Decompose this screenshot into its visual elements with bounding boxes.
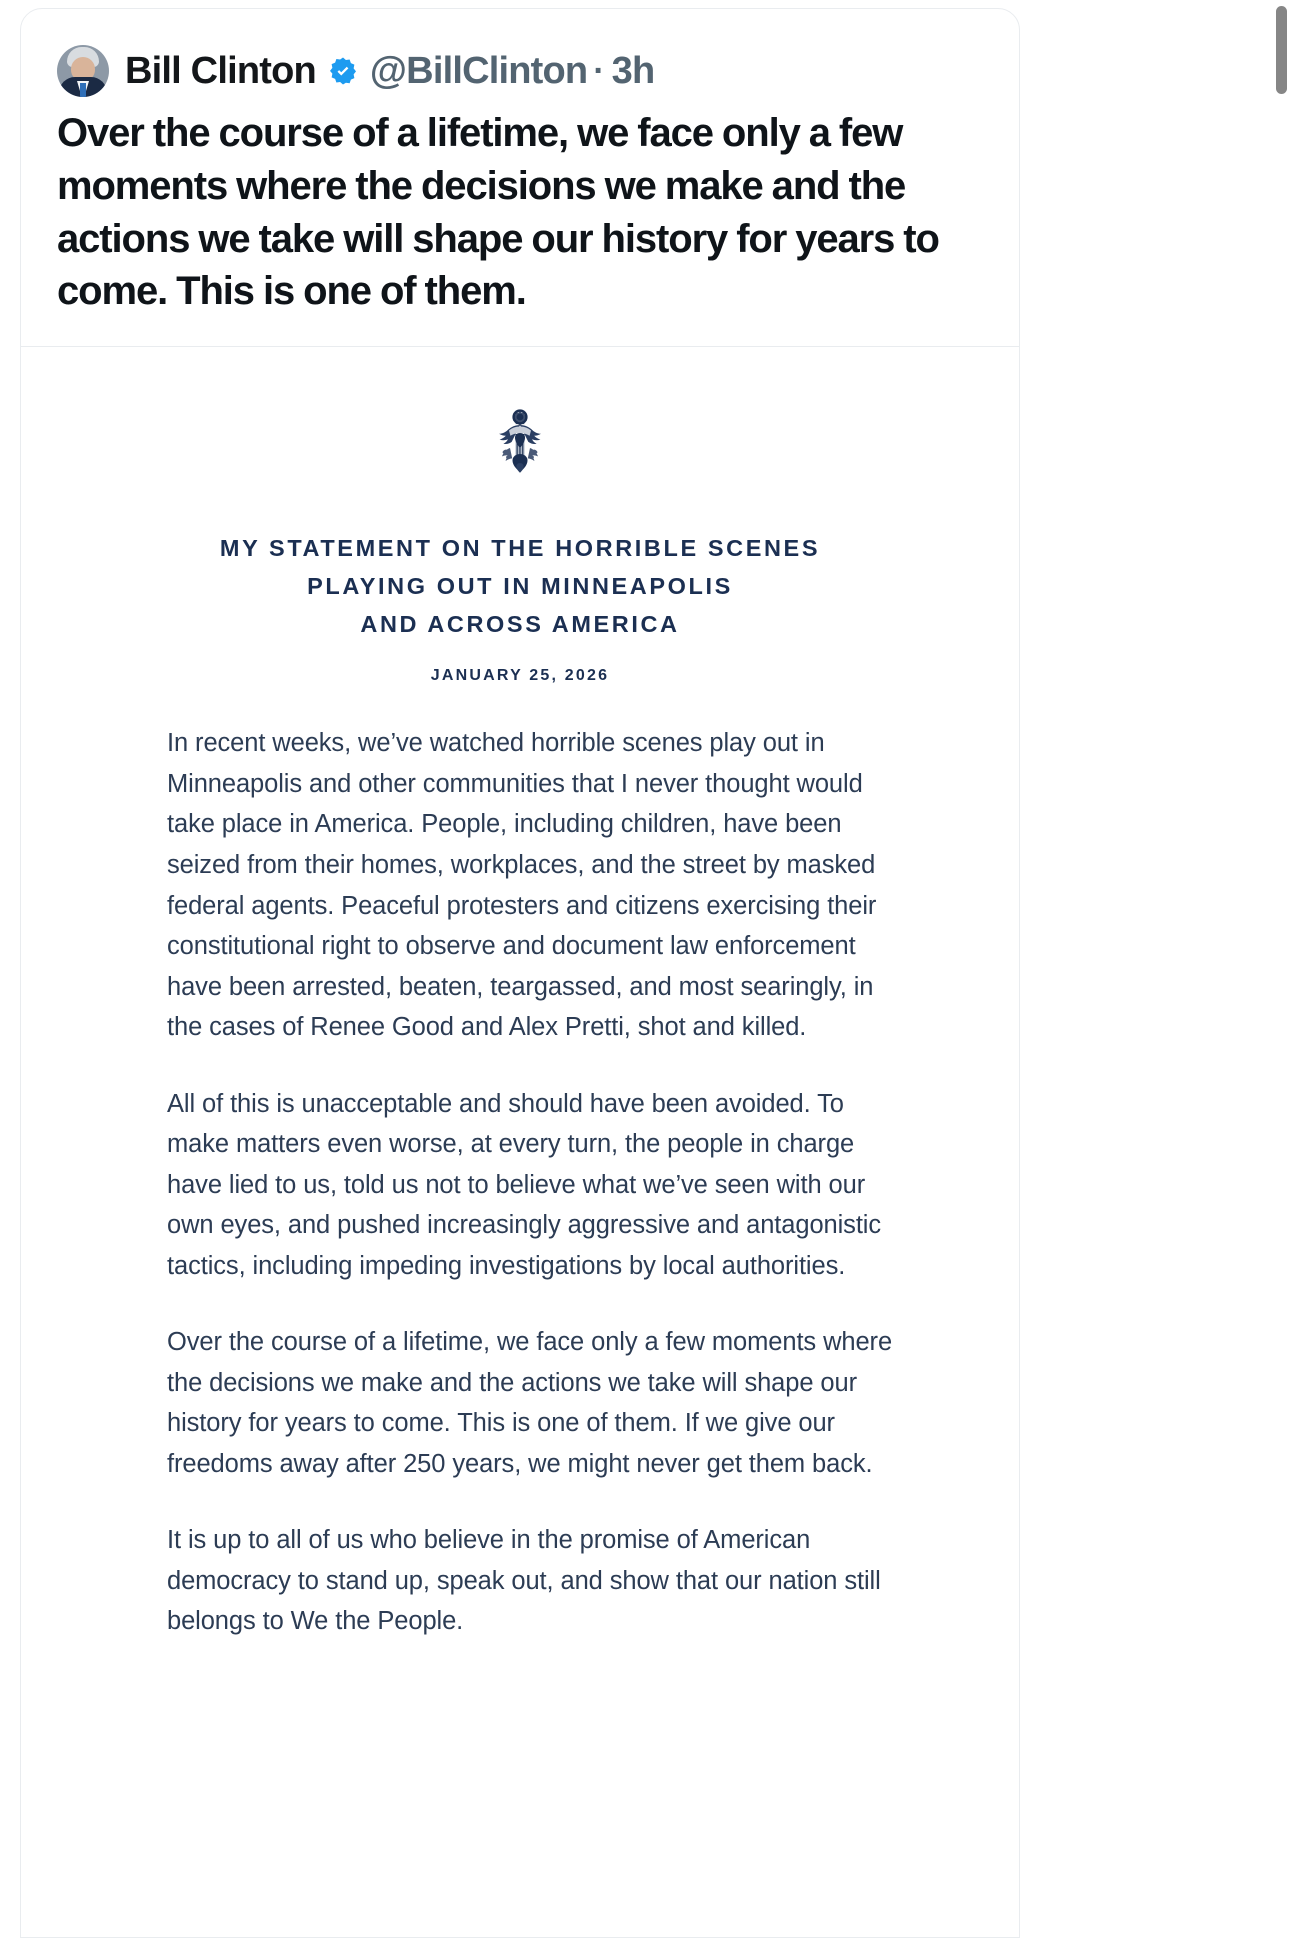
avatar-tie — [80, 83, 86, 97]
statement-paragraph: All of this is unacceptable and should have been avoided. To make matters even worse, at every turn, the people in charge have lied to us, told us not to believe what we’ve seen with our own eyes, and pushed increasingly aggressive and antagonistic tactics, including impeding investigations by local authorities. — [167, 1089, 882, 1280]
separator-dot: · — [593, 51, 605, 90]
statement-title — [21, 529, 1019, 643]
scrollbar-track[interactable] — [1274, 0, 1290, 1946]
statement-paragraph: Over the course of a lifetime, we face only a few moments where the decisions we make and the actions we take will shape our history for years to come. This is one of them. If we give our freedoms away after 250 years, we might never get them back. — [167, 1328, 893, 1478]
timestamp[interactable]: 3h — [611, 49, 655, 92]
tweet-text: Over the course of a lifetime, we face only a few moments where the decisions we make and the actions we take will shape our history for years to come. This is one of them. — [57, 111, 939, 314]
seal-container — [21, 407, 1019, 529]
handle[interactable]: @BillClinton — [369, 49, 588, 92]
statement-body — [21, 685, 1019, 1642]
tweet-card[interactable] — [20, 8, 1020, 1938]
avatar[interactable] — [57, 45, 109, 97]
scrollbar-thumb[interactable] — [1276, 6, 1287, 94]
statement-attachment[interactable] — [21, 347, 1019, 1642]
statement-paragraph: In recent weeks, we’ve watched horrible scenes play out in Minneapolis and other communities that I never thought would take place in America. People, including children, have been seized from their homes, workplaces, and the street by masked federal agents. Peaceful protesters and citizens exercising their constitutional right to observe and document law enforcement have been arrested, beaten, teargassed, and most searingly, in the cases of Renee Good and Alex Pretti, shot and killed. — [167, 729, 877, 1042]
statement-paragraph: It is up to all of us who believe in the promise of American democracy to stand up, speak out, and show that our nation still belongs to We the People. — [167, 1526, 881, 1636]
display-name[interactable]: Bill Clinton — [125, 49, 316, 92]
statement-title-line-1: MY STATEMENT ON THE HORRIBLE SCENES — [219, 535, 821, 562]
verified-badge-icon — [328, 56, 358, 86]
tweet-header-row — [21, 9, 1019, 97]
great-seal-eagle-icon — [489, 407, 551, 483]
statement-title-line-2: PLAYING OUT IN MINNEAPOLIS — [307, 573, 733, 600]
statement-title-line-3: AND ACROSS AMERICA — [360, 611, 680, 638]
statement-date: JANUARY 25, 2026 — [430, 667, 610, 685]
